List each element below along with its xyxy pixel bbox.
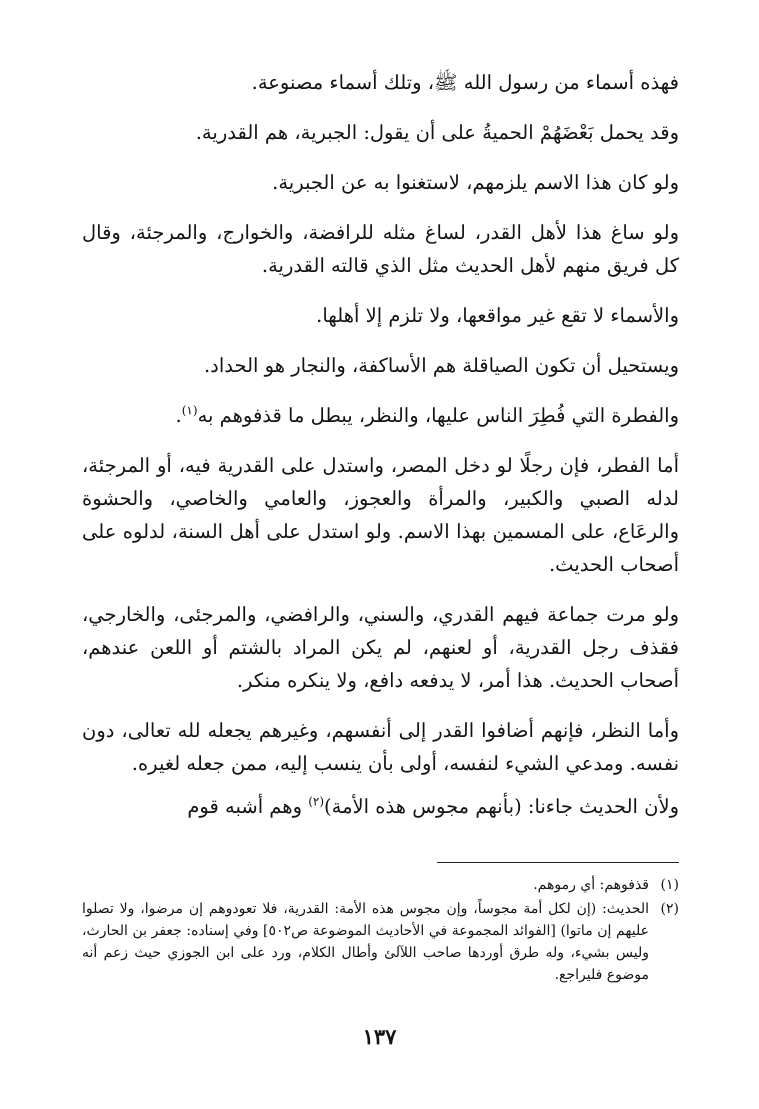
footnote [82, 898, 679, 986]
footnote-text: قذفوهم: أي رموهم. [533, 877, 649, 893]
paragraph: ولو ساغ هذا لأهل القدر، لساغ مثله للرافضة، والخوارج، والمرجئة، وقال كل فريق منهم لأهل الحديث مثل الذي قالته القدرية. [82, 221, 679, 277]
main-text [82, 66, 679, 823]
footnote-number: (١) [660, 877, 679, 893]
paragraph: فهذه أسماء من رسول الله ﷺ، وتلك أسماء مصنوعة. [251, 71, 679, 94]
paragraph: ويستحيل أن تكون الصياقلة هم الأساكفة، والنجار هو الحداد. [203, 354, 679, 377]
page-number: ١٣٧ [362, 1024, 397, 1049]
paragraph: والأسماء لا تقع غير مواقعها، ولا تلزم إلا أهلها. [316, 304, 679, 327]
paragraph: والفطرة التي فُطِرَ الناس عليها، والنظر، يبطل ما قذفوهم به$^{(١)}$. [175, 403, 679, 427]
footnote-text: الحديث: (إن لكل أمة مجوساً، وإن مجوس هذه الأمة: القدرية، فلا تعودوهم إن مرضوا، ولا تصلوا عليهم إن ماتوا) [الفوائد المجموعة في الأحاديث الموضوعة ص٥٠٢] وفي إسناده: جعفر بن الحارث، وليس بشيء، وله طرق أوردها صاحب اللآلئ وأطال الكلام، ورد على ابن الجوزي حيث زعم أنه موضوع فليراجع. [82, 901, 649, 983]
paragraph-text: ولأن الحديث جاءنا: (بأنهم مجوس هذه الأمة) [324, 795, 679, 818]
paragraph-text: وهم أشبه قوم [187, 795, 302, 818]
paragraph: وأما النظر، فإنهم أضافوا القدر إلى أنفسهم، وغيرهم يجعله لله تعالى، دون نفسه. ومدعي الشيء لنفسه، أولى بأن ينسب إليه، ممن جعله لغيره. [82, 719, 679, 775]
paragraph-text: والفطرة التي فُطِرَ الناس عليها، والنظر، يبطل ما قذفوهم به [197, 404, 679, 427]
footnote-number: (٢) [660, 901, 679, 917]
paragraph [82, 790, 679, 823]
paragraph: ولو كان هذا الاسم يلزمهم، لاستغنوا به عن الجبرية. [272, 171, 679, 194]
paragraph: أما الفطر، فإن رجلًا لو دخل المصر، واستدل على القدرية فيه، أو المرجئة، لدله الصبي والكبير، والمرأة والعجوز، والعامي والخاصي، والحشوة والرعَاع، على المسمين بهذا الاسم. ولو استدل على أهل السنة، لدلوه على أصحاب الحديث. [82, 454, 679, 576]
paragraph: ولو مرت جماعة فيهم القدري، والسني، والرافضي، والمرجئى، والخارجي، فقذف رجل القدرية، أو لعنهم، لم يكن المراد بالشتم أو اللعن عندهم، أصحاب الحديث. هذا أمر، لا يدفعه دافع، ولا ينكره منكر. [82, 603, 679, 692]
footnote [82, 874, 679, 896]
footnotes [82, 874, 679, 988]
footnote-ref: (٢) [308, 794, 325, 809]
footnote-divider [437, 862, 679, 863]
footnote-ref: (١) [181, 403, 198, 418]
paragraph: وقد يحمل بَعْضَهُمْ الحميةُ على أن يقول: الجبرية، هم القدرية. [195, 121, 679, 144]
